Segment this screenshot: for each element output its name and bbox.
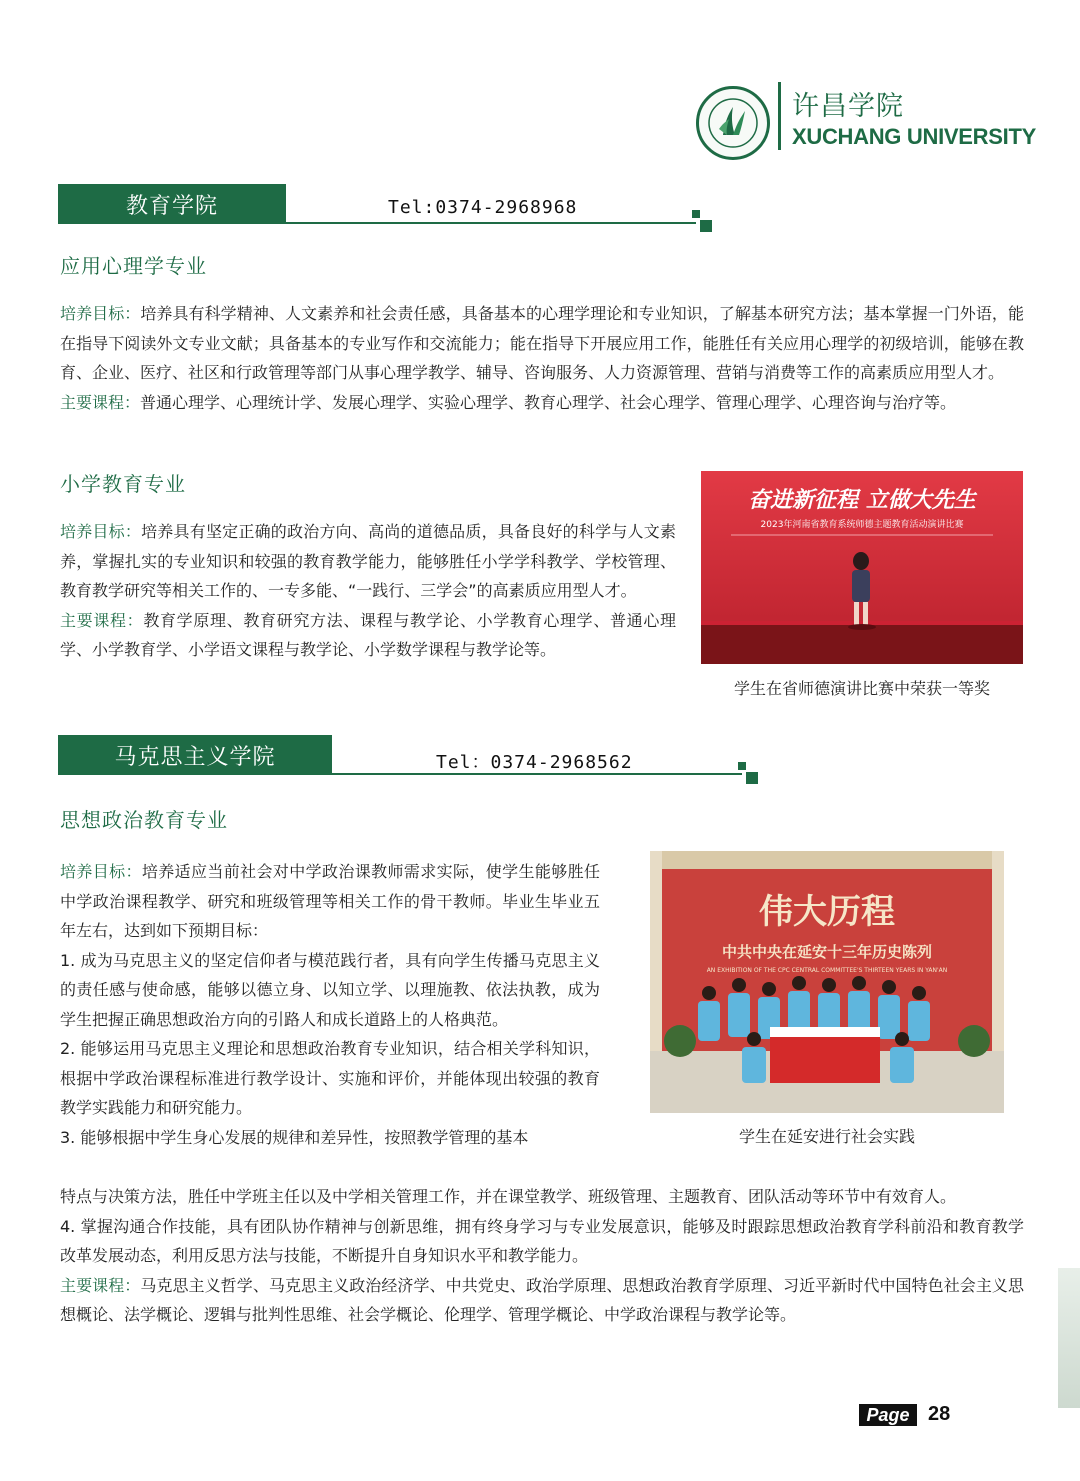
goal-label: 培养目标： — [60, 522, 142, 541]
goal-text: 培养具有科学精神、人文素养和社会责任感，具备基本的心理学理论和专业知识，了解基本研究方法；基本掌握一门外语，能在指导下阅读外文专业文献；具备基本的专业写作和交流能力；能在指导下开展应用工作，能胜任有关应用心理学的初级培训，能够在教育、企业、医疗、社区和行政管理等部门从事心理学教学、辅导、咨询服务、人力资源管理、营销与消费等工作的高素质应用型人才。 — [60, 304, 1024, 382]
major-description — [60, 299, 1024, 417]
corner-decoration — [1058, 1268, 1080, 1408]
goal-point: 3. 能够根据中学生身心发展的规律和差异性，按照教学管理的基本 — [60, 1127, 529, 1147]
section-tel: Tel：0374-2968562 — [436, 752, 633, 773]
major-description — [60, 517, 676, 665]
page-label: Page — [859, 1404, 917, 1426]
photo-speech-contest — [701, 471, 1023, 664]
courses-text: 普通心理学、心理统计学、发展心理学、实验心理学、教育心理学、社会心理学、管理心理学、心理咨询与治疗等。 — [140, 392, 957, 412]
logo-divider — [778, 82, 781, 150]
courses-text: 马克思主义哲学、马克思主义政治经济学、中共党史、政治学原理、思想政治教育学原理、习近平新时代中国特色社会主义思想概论、法学概论、逻辑与批判性思维、社会学概论、伦理学、管理学概论、中学政治课程与教学论等。 — [60, 1275, 1024, 1324]
wall-english: AN EXHIBITION OF THE CPC CENTRAL COMMITTEE'S THIRTEEN YEARS IN YAN'AN — [706, 967, 948, 974]
wall-title: 伟大历程 — [759, 892, 895, 932]
wall-subtitle: 中共中央在延安十三年历史陈列 — [721, 943, 933, 961]
page-number: 28 — [928, 1403, 951, 1425]
goal-label: 培养目标： — [60, 862, 142, 881]
goal-label: 培养目标： — [60, 304, 141, 323]
section-title-marxism: 马克思主义学院 — [58, 735, 332, 775]
photo-caption: 学生在省师德演讲比赛中荣获一等奖 — [733, 679, 990, 698]
university-logo — [696, 86, 770, 160]
goal-point: 1. 成为马克思主义的坚定信仰者与模范践行者，具有向学生传播马克思主义的责任感与使命感，能够以德立身、以知立学、以理施教、依法执教，成为学生把握正确思想政治方向的引路人和成长道路上的人格典范。 — [60, 950, 600, 1029]
section-rule-square — [700, 220, 712, 232]
courses-label: 主要课程： — [60, 392, 141, 412]
section-tel: Tel:0374-2968968 — [388, 197, 578, 218]
goal-text: 培养适应当前社会对中学政治课教师需求实际，使学生能够胜任中学政治课程教学、研究和班级管理等相关工作的骨干教师。毕业生毕业五年左右，达到如下预期目标： — [60, 862, 600, 940]
goal-point: 4. 掌握沟通合作技能，具有团队协作精神与创新思维，拥有终身学习与专业发展意识，能够及时跟踪思想政治教育学科前沿和教育教学改革发展动态，利用反思方法与技能，不断提升自身知识水平和教学能力。 — [60, 1216, 1024, 1265]
major-title: 思想政治教育专业 — [60, 808, 228, 832]
goal-point: 特点与决策方法，胜任中学班主任以及中学相关管理工作，并在课堂教学、班级管理、主题教育、团队活动等环节中有效育人。 — [60, 1187, 957, 1206]
university-name-cn: 许昌学院 — [792, 91, 904, 122]
photo-yanan-practice — [650, 851, 1004, 1113]
photo-caption: 学生在延安进行社会实践 — [738, 1127, 915, 1146]
section-title-education: 教育学院 — [58, 184, 286, 224]
logo-emblem-icon — [699, 89, 767, 157]
banner-main-text: 奋进新征程 立做大先生 — [748, 488, 976, 513]
courses-label: 主要课程： — [60, 610, 144, 630]
major-description-upper — [60, 857, 600, 1152]
section-rule-square — [746, 772, 758, 784]
courses-text: 教育学原理、教育研究方法、课程与教学论、小学教育心理学、普通心理学、小学教育学、小学语文课程与教学论、小学数学课程与教学论等。 — [60, 610, 676, 659]
section-rule-square — [738, 762, 746, 770]
courses-label: 主要课程： — [60, 1275, 141, 1295]
goal-point: 2. 能够运用马克思主义理论和思想政治教育专业知识，结合相关学科知识，根据中学政治课程标准进行教学设计、实施和评价，并能体现出较强的教育教学实践能力和研究能力。 — [60, 1039, 600, 1117]
major-title: 小学教育专业 — [60, 472, 186, 496]
section-rule-square — [692, 210, 700, 218]
goal-text: 培养具有坚定正确的政治方向、高尚的道德品质，具备良好的科学与人文素养，掌握扎实的专业知识和较强的教育教学能力，能够胜任小学学科教学、学校管理、教育教学研究等相关工作的、一专多能、“一践行、三学会”的高素质应用型人才。 — [60, 522, 676, 600]
major-description-lower — [60, 1182, 1024, 1330]
university-name-en: XUCHANG UNIVERSITY — [792, 124, 1036, 149]
banner-sub-text: 2023年河南省教育系统师德主题教育活动演讲比赛 — [760, 520, 964, 530]
major-title: 应用心理学专业 — [60, 254, 207, 278]
section-rule — [286, 222, 696, 224]
